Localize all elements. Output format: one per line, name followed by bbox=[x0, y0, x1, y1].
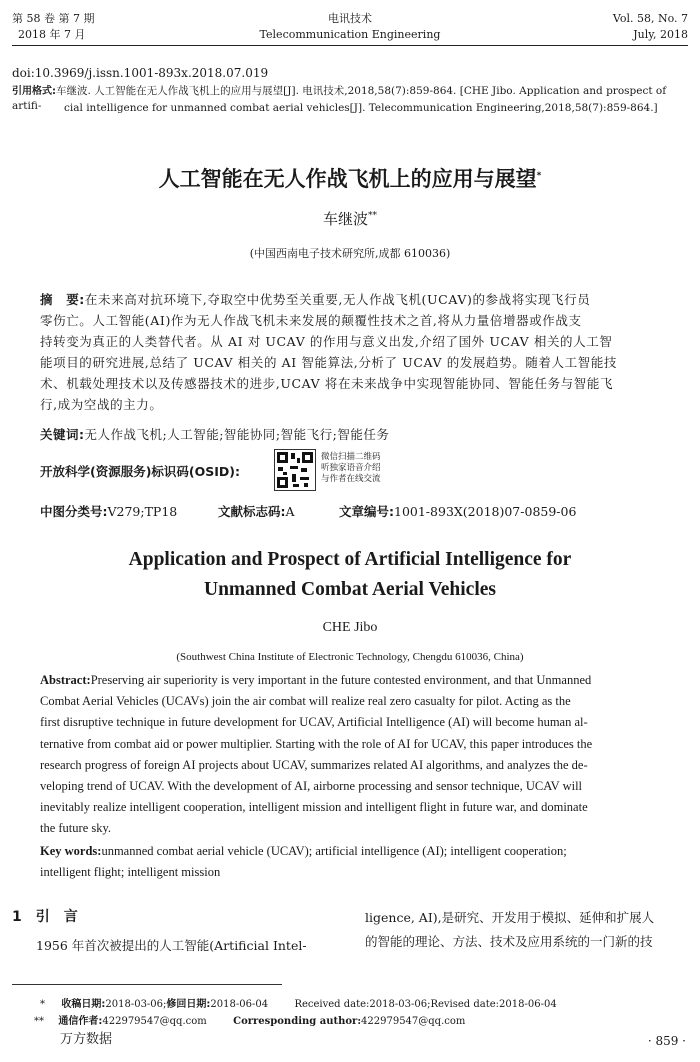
qr-note-3: 与作者在线交流 bbox=[321, 474, 381, 484]
citation-label: 引用格式: bbox=[12, 86, 56, 97]
keywords-cn-text: 无人作战飞机;人工智能;智能协同;智能飞行;智能任务 bbox=[84, 427, 390, 442]
header-date-cn: 2018 年 7 月 bbox=[18, 28, 86, 41]
title-en-line1: Application and Prospect of Artificial Intelligence for bbox=[128, 549, 572, 570]
abstract-en-line: Abstract:Preserving air superiority is very important in the future contested environment, and that Unmanned bbox=[40, 673, 592, 687]
body-right-line1: ligence, AI),是研究、开发用于模拟、延伸和扩展人 bbox=[365, 910, 655, 925]
keywords-cn-label: 关键词: bbox=[40, 427, 85, 442]
clc bbox=[40, 502, 177, 520]
qr-code[interactable] bbox=[274, 449, 316, 491]
footnote1-mark: * bbox=[40, 999, 45, 1010]
affiliation-cn: (中国西南电子技术研究所,成都 610036) bbox=[249, 247, 451, 260]
revised-value-cn: 2018-06-04 bbox=[210, 999, 269, 1010]
clc-label: 中图分类号: bbox=[40, 504, 108, 519]
abstract-en-label: Abstract: bbox=[40, 673, 91, 687]
keywords-en bbox=[40, 841, 662, 883]
keywords-en-line1: Key words:unmanned combat aerial vehicle (UCAV); artificial intelligence (AI); intelligent cooperation; bbox=[40, 844, 567, 858]
footnote2-mark: ** bbox=[34, 1016, 44, 1027]
corresponding-label-cn: 通信作者: bbox=[58, 1016, 103, 1027]
abstract-cn-line: 术、机载处理技术以及传感器技术的进步,UCAV 将在未来战争中实现智能协同、智能任务与智能飞 bbox=[40, 376, 614, 391]
citation-line1: 车继波. 人工智能在无人作战飞机上的应用与展望[J]. 电讯技术,2018,58(7):859-864. [CHE Jibo. Application and prospect of artifi- bbox=[12, 85, 667, 112]
doc-code-value: A bbox=[285, 504, 295, 519]
article-number-label: 文章编号: bbox=[339, 504, 394, 519]
received-value-cn: 2018-03-06; bbox=[105, 999, 167, 1010]
abstract-cn-line: 持转变为真正的人类替代者。从 AI 对 UCAV 的作用与意义出发,介绍了国外 UCAV 相关的人工智 bbox=[40, 334, 613, 349]
section-heading bbox=[12, 906, 78, 926]
body-left-line: 1956 年首次被提出的人工智能(Artificial Intel- bbox=[36, 938, 307, 953]
corresponding-email-en: 422979547@qq.com bbox=[361, 1016, 466, 1027]
publisher-watermark: 万方数据 bbox=[60, 1032, 113, 1047]
keywords-en-label: Key words: bbox=[40, 844, 102, 858]
journal-name-en: Telecommunication Engineering bbox=[259, 28, 441, 41]
doc-code-label: 文献标志码: bbox=[218, 504, 286, 519]
header-volume-en: Vol. 58, No. 7 bbox=[612, 12, 688, 25]
title-en bbox=[0, 545, 700, 605]
title-cn-mark: * bbox=[536, 171, 542, 181]
keywords-en-line2: intelligent flight; intelligent mission bbox=[40, 865, 221, 880]
abstract-en-line: first disruptive technique in future development for UCAV, Artificial Intelligence (AI) will become human al- bbox=[40, 715, 588, 730]
affiliation-en: (Southwest China Institute of Electronic Technology, Chengdu 610036, China) bbox=[176, 651, 524, 663]
abstract-en-line: Combat Aerial Vehicles (UCAVs) join the air combat will realize real zero casualty for pilot. Acting as the bbox=[40, 694, 571, 709]
author-cn bbox=[0, 208, 700, 229]
qr-note-2: 听独家语音介绍 bbox=[321, 463, 381, 473]
abstract-cn-line: 能项目的研究进展,总结了 UCAV 相关的 AI 智能算法,分析了 UCAV 的发展趋势。随着人工智能技 bbox=[40, 355, 618, 370]
author-cn-name: 车继波 bbox=[322, 210, 368, 228]
clc-value: V279;TP18 bbox=[107, 504, 178, 519]
abstract-en-line: veloping trend of UCAV. With the development of AI, airborne processing and sensor technique, UCAV will bbox=[40, 779, 583, 794]
title-cn bbox=[0, 163, 700, 193]
qr-notes bbox=[321, 452, 381, 485]
title-en-line2: Unmanned Combat Aerial Vehicles bbox=[204, 579, 496, 600]
abstract-cn-line: 摘 要:在未来高对抗环境下,夺取空中优势至关重要,无人作战飞机(UCAV)的参战将实现飞行员 bbox=[40, 292, 591, 307]
doc-code bbox=[218, 502, 295, 520]
qr-note-1: 微信扫描二维码 bbox=[321, 452, 381, 462]
abstract-en bbox=[40, 670, 662, 840]
header-date-en: July, 2018 bbox=[633, 28, 688, 41]
section-number: 1 bbox=[12, 909, 22, 925]
osid-label: 开放科学(资源服务)标识码(OSID): bbox=[40, 464, 241, 479]
doi: doi:10.3969/j.issn.1001-893x.2018.07.019 bbox=[12, 66, 269, 80]
header-volume-cn: 第 58 卷 第 7 期 bbox=[12, 12, 95, 25]
footnote-author bbox=[34, 1012, 465, 1027]
abstract-en-line: ternative from combat aid or power multiplier. Starting with the role of AI for UCAV, this paper introduces the bbox=[40, 736, 593, 751]
title-cn-text: 人工智能在无人作战飞机上的应用与展望 bbox=[158, 167, 537, 191]
received-revised-en: Received date:2018-03-06;Revised date:2018-06-04 bbox=[294, 999, 557, 1010]
article-number bbox=[339, 502, 576, 520]
section-title: 引 言 bbox=[35, 909, 78, 925]
footnote-dates bbox=[40, 995, 557, 1010]
abstract-en-line: the future sky. bbox=[40, 821, 112, 836]
abstract-en-line: research progress of foreign AI projects about UCAV, summarizes related AI algorithms, and analyzes the de- bbox=[40, 757, 588, 772]
corresponding-email-cn: 422979547@qq.com bbox=[102, 1016, 207, 1027]
revised-label-cn: 修回日期: bbox=[166, 999, 211, 1010]
body-right bbox=[365, 906, 654, 954]
author-cn-mark: ** bbox=[368, 211, 377, 221]
page-number: · 859 · bbox=[647, 1034, 686, 1048]
journal-name-cn: 电讯技术 bbox=[328, 12, 372, 25]
body-right-line2: 的智能的理论、方法、技术及应用系统的一门新的技 bbox=[365, 934, 653, 949]
abstract-cn-line: 行,成为空战的主力。 bbox=[40, 397, 163, 412]
citation-line2: cial intelligence for unmanned combat aerial vehicles[J]. Telecommunication Engineering,2018,58(7):859-864.] bbox=[64, 102, 658, 114]
article-number-value: 1001-893X(2018)07-0859-06 bbox=[394, 504, 577, 519]
abstract-cn bbox=[40, 289, 662, 415]
abstract-cn-label: 摘 要: bbox=[40, 292, 85, 307]
corresponding-label-en: Corresponding author: bbox=[233, 1016, 362, 1027]
abstract-cn-line: 零伤亡。人工智能(AI)作为无人作战飞机未来发展的颠覆性技术之首,将从力量倍增器或作战支 bbox=[40, 313, 582, 328]
author-en: CHE Jibo bbox=[322, 620, 378, 635]
footnote-rule bbox=[12, 984, 282, 985]
received-label-cn: 收稿日期: bbox=[61, 999, 106, 1010]
header-rule bbox=[12, 45, 688, 46]
abstract-en-line: inevitably realize intelligent cooperation, intelligent mission and intelligent flight in future war, and dominate bbox=[40, 800, 588, 815]
keywords-cn bbox=[40, 425, 389, 443]
